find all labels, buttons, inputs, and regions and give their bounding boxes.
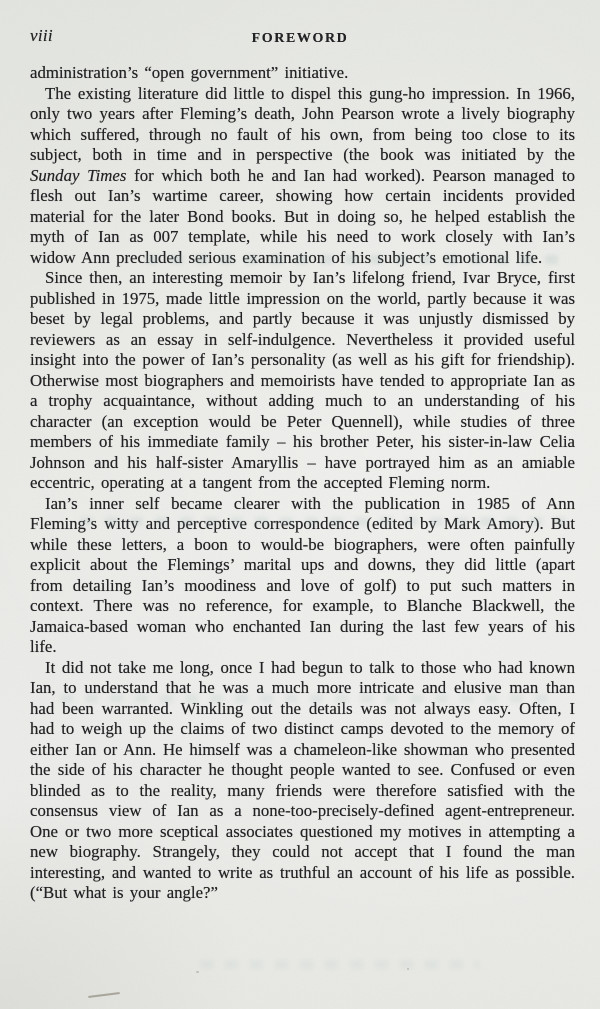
text-run: Since then, an interesting memoir by Ian’s lifelong friend, Ivar Bryce, first published in 1975, made little impression on the world, partly because it was beset by legal problems, and partly because it was unjustly dismissed by reviewers as an essay in self-indulgence. Nevertheless it provided useful insight into the power of Ian’s personality (as well as his gift for friendship). Otherwise most biographers and memoirists have tended to appropriate Ian as a trophy acquaintance, without adding much to an understanding of his character (an exception would be Peter Quennell), while studies of three members of his immediate family – his brother Peter, his sister-in-law Celia Johnson and his half-sister Amaryllis – have portrayed him as an amiable eccentric, operating at a tangent from the accepted Fleming norm.: [30, 268, 575, 492]
paragraph: [30, 658, 575, 904]
text-run: It did not take me long, once I had begun to talk to those who had known Ian, to understand that he was a much more intricate and elusive man than had been warranted. Winkling out the details was not always easy. Often, I had to weigh up the claims of two distinct camps devoted to the memory of either Ian or Ann. He himself was a chameleon-like showman who presented the side of his character he thought people wanted to see. Confused or even blinded as to the reality, many friends were therefore satisfied with the consensus view of Ian as a none-too-precisely-defined agent-entrepreneur. One or two more sceptical associates questioned my motives in attempting a new biography. Strangely, they could not accept that I found the man interesting, and wanted to write as truthful an account of his life as possible. (“But what is your angle?”: [30, 657, 575, 902]
paper-speck: [196, 971, 199, 973]
paragraph: [30, 63, 575, 84]
text-run: for which both he and Ian had worked). Pearson managed to flesh out Ian’s wartime career, showing how certain incidents provided material for the later Bond books. But in doing so, he helped establish the myth of Ian as 007 template, while his need to work closely with Ian’s widow Ann precluded serious examination of his subject’s emotional life.: [30, 165, 576, 267]
text-run: administration’s “open government” initiative.: [30, 63, 349, 82]
paragraph: [30, 84, 575, 269]
text-run: The existing literature did little to dispel this gung-ho impression. In 1966, only two years after Fleming’s death, John Pearson wrote a lively biography which suffered, through no fault of his own, from being too close to its subject, both in time and in perspective (the book was initiated by the: [30, 83, 575, 164]
paragraph: [30, 268, 575, 494]
page-number: viii: [30, 26, 53, 45]
text-run: Ian’s inner self became clearer with the publication in 1985 of Ann Fleming’s witty and perceptive correspondence (edited by Mark Amory). But while these letters, a boon to would-be biographers, were often painfully explicit about the Flemings’ marital ups and downs, they did little (apart from detailing Ian’s moodiness and love of golf) to put such matters in context. There was no reference, for example, to Blanche Blackwell, the Jamaica-based woman who enchanted Ian during the last few years of his life.: [30, 493, 575, 656]
page-body: [30, 63, 575, 904]
show-through-smudge: [200, 960, 480, 969]
paragraph: [30, 494, 575, 658]
paper-speck: [407, 968, 409, 970]
pencil-mark: [88, 992, 120, 998]
running-header: FOREWORD: [251, 31, 349, 46]
italic-text-run: Sunday Times: [30, 165, 127, 185]
